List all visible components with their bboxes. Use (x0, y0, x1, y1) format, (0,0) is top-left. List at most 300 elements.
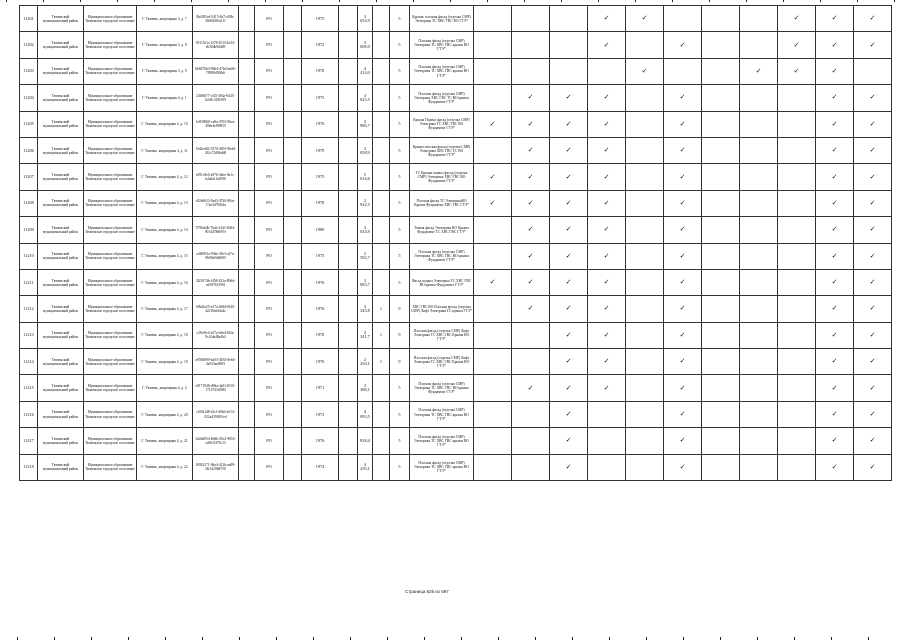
address-cell: Г. Тюмень, квартирная 4, д. 2 (137, 375, 193, 401)
checkmark-icon: ✓ (869, 383, 876, 392)
check-cell (626, 32, 664, 58)
address-cell: Г. Тюмень, квартирная 4, д. 13 (137, 190, 193, 216)
scan-mark (228, 0, 229, 2)
empty-cell (284, 296, 302, 322)
works-list-cell: Плоская фасад (отделка СМР) Электрика ТС ХВС ГВС крыша ВО ГТЭ* (410, 401, 474, 427)
fias-code-cell: 8bf495cd-5415-4b7-a50b-36002f06a311 (193, 6, 239, 32)
extra-cell (373, 111, 390, 137)
check-cell (626, 349, 664, 375)
empty-cell (339, 322, 358, 348)
checkmark-icon: ✓ (869, 14, 876, 23)
check-cell (550, 454, 588, 480)
check-cell (512, 322, 550, 348)
extra-cell (373, 375, 390, 401)
check-cell (740, 190, 778, 216)
area-cell: 3 654,9 (358, 6, 373, 32)
check-cell (854, 137, 892, 163)
check-cell (740, 217, 778, 243)
extra-cell (373, 190, 390, 216)
checkmark-icon: ✓ (527, 119, 534, 128)
check-cell (778, 269, 816, 295)
table-row (20, 164, 892, 190)
year-cell: 1973 (302, 401, 339, 427)
empty-cell (284, 243, 302, 269)
check-cell (854, 454, 892, 480)
check-cell (474, 85, 512, 111)
area-cell: 2 250,1 (358, 349, 373, 375)
row-id-cell: 11217 (20, 428, 38, 454)
extra-cell (373, 137, 390, 163)
checkmark-icon: ✓ (603, 172, 610, 181)
checkmark-icon: ✓ (831, 410, 838, 419)
table-row (20, 32, 892, 58)
checkmark-icon: ✓ (603, 119, 610, 128)
district-cell: Тюменский муниципальный район (38, 349, 84, 375)
row-id-cell: 11201 (20, 6, 38, 32)
check-cell (474, 428, 512, 454)
check-cell (854, 269, 892, 295)
check-cell (550, 164, 588, 190)
year-cell: 1972 (302, 32, 339, 58)
table-row (20, 243, 892, 269)
floors-cell: 9 (390, 322, 410, 348)
fias-code-cell: a4b99f3a-93de-49c3-af7a-96f94e9d6695 (193, 243, 239, 269)
check-cell (588, 269, 626, 295)
scan-mark (598, 0, 599, 2)
floors-cell: 5 (390, 6, 410, 32)
check-cell (816, 454, 854, 480)
check-cell (626, 454, 664, 480)
check-cell (740, 137, 778, 163)
checkmark-icon: ✓ (527, 198, 534, 207)
check-cell (816, 164, 854, 190)
check-cell (550, 401, 588, 427)
owner-cell: Муниципальное образование Тюменское городское поселение (84, 137, 137, 163)
floors-cell: 5 (390, 269, 410, 295)
checkmark-icon: ✓ (603, 251, 610, 260)
district-cell: Тюменский муниципальный район (38, 217, 84, 243)
checkmark-icon: ✓ (755, 66, 762, 75)
works-list-cell: Крыша Подвал фасад (отделка СМР) Электрика ТС ХВС ГВС ВО Фундамент ГТЭ* (410, 111, 474, 137)
district-cell: Тюменский муниципальный район (38, 164, 84, 190)
check-cell (664, 32, 702, 58)
check-cell (588, 58, 626, 84)
owner-cell: Муниципальное образование Тюменское городское поселение (84, 375, 137, 401)
owner-cell: Муниципальное образование Тюменское городское поселение (84, 6, 137, 32)
empty-cell (339, 401, 358, 427)
check-cell (816, 111, 854, 137)
row-id-cell: 11202 (20, 32, 38, 58)
check-cell (626, 6, 664, 32)
area-cell: 3 986,7 (358, 111, 373, 137)
ownership-kind-cell: РО (255, 32, 284, 58)
check-cell (778, 111, 816, 137)
checkmark-icon: ✓ (679, 172, 686, 181)
scan-mark (339, 0, 340, 2)
owner-cell: Муниципальное образование Тюменское городское поселение (84, 454, 137, 480)
checkmark-icon: ✓ (603, 383, 610, 392)
area-cell: 4 023,5 (358, 85, 373, 111)
check-cell (512, 428, 550, 454)
scan-mark (265, 0, 266, 2)
scan-top-edge (0, 0, 905, 2)
check-cell (740, 454, 778, 480)
floors-cell: 5 (390, 58, 410, 84)
empty-cell (284, 454, 302, 480)
check-cell (626, 217, 664, 243)
checkmark-icon: ✓ (565, 251, 572, 260)
check-cell (588, 349, 626, 375)
empty-cell (239, 269, 255, 295)
row-id-cell: 11204 (20, 85, 38, 111)
check-cell (474, 137, 512, 163)
row-id-cell: 11216 (20, 401, 38, 427)
check-cell (816, 322, 854, 348)
check-cell (778, 164, 816, 190)
floors-cell: 5 (390, 217, 410, 243)
year-cell: 1974 (302, 454, 339, 480)
empty-cell (339, 190, 358, 216)
check-cell (854, 243, 892, 269)
fias-code-cell: 5796afdb-7bab-41d1-8d34-9014478d697e (193, 217, 239, 243)
district-cell: Тюменский муниципальный район (38, 32, 84, 58)
scan-mark (450, 0, 451, 2)
year-cell: 1978 (302, 322, 339, 348)
checkmark-icon: ✓ (831, 93, 838, 102)
empty-cell (239, 137, 255, 163)
checkmark-icon: ✓ (565, 357, 572, 366)
check-cell (550, 296, 588, 322)
extra-cell (373, 401, 390, 427)
district-cell: Тюменский муниципальный район (38, 454, 84, 480)
empty-cell (239, 58, 255, 84)
check-cell (854, 164, 892, 190)
checkmark-icon: ✓ (831, 330, 838, 339)
check-cell (854, 58, 892, 84)
fias-code-cell: 95115e1c-f278-4513-bc54-eb30db9d4d9 (193, 32, 239, 58)
works-list-cell: Плоская фасад (отделка СМР) Электрика ТС ХВС ГВС ВО крыша Фундамент ГТЭ* (410, 243, 474, 269)
empty-cell (239, 375, 255, 401)
owner-cell: Муниципальное образование Тюменское городское поселение (84, 85, 137, 111)
empty-cell (339, 243, 358, 269)
scan-mark (635, 0, 636, 2)
check-cell (664, 269, 702, 295)
table-row (20, 111, 892, 137)
check-cell (740, 401, 778, 427)
row-id-cell: 11215 (20, 375, 38, 401)
ownership-kind-cell: РО (255, 454, 284, 480)
district-cell: Тюменский муниципальный район (38, 401, 84, 427)
check-cell (474, 164, 512, 190)
year-cell: 1971 (302, 375, 339, 401)
year-cell: 1975 (302, 164, 339, 190)
check-cell (816, 58, 854, 84)
works-list-cell: Плоская фасад (отделка СМР) Электрика ТС ХВС ГВС крыша ВО ГТЭ* (410, 428, 474, 454)
check-cell (550, 243, 588, 269)
check-cell (588, 322, 626, 348)
row-id-cell: 11207 (20, 164, 38, 190)
checkmark-icon: ✓ (527, 304, 534, 313)
check-cell (778, 375, 816, 401)
checkmark-icon: ✓ (831, 225, 838, 234)
fias-code-cell: 3d2dd954-b9db-49c2-9853-ce061f370c13 (193, 428, 239, 454)
check-cell (512, 111, 550, 137)
address-cell: Г. Тюмень, квартирная 3, д. 7 (137, 6, 193, 32)
district-cell: Тюменский муниципальный район (38, 375, 84, 401)
owner-cell: Муниципальное образование Тюменское городское поселение (84, 190, 137, 216)
empty-cell (339, 6, 358, 32)
empty-cell (284, 164, 302, 190)
checkmark-icon: ✓ (679, 225, 686, 234)
empty-cell (239, 428, 255, 454)
check-cell (626, 428, 664, 454)
table-row (20, 375, 892, 401)
checkmark-icon: ✓ (679, 383, 686, 392)
check-cell (740, 111, 778, 137)
year-cell: 1976 (302, 269, 339, 295)
check-cell (474, 111, 512, 137)
district-cell: Тюменский муниципальный район (38, 243, 84, 269)
table-row (20, 322, 892, 348)
check-cell (626, 243, 664, 269)
check-cell (588, 243, 626, 269)
address-cell: Г. Тюмень, квартирная 4, д. 10 (137, 111, 193, 137)
empty-cell (284, 375, 302, 401)
check-cell (512, 401, 550, 427)
works-list-cell: ТС Крыша подвал фасад (отделка СМР) Электрика ХВС ГВС ВО Фундамент ГТЭ* (410, 164, 474, 190)
checkmark-icon: ✓ (793, 66, 800, 75)
checkmark-icon: ✓ (565, 93, 572, 102)
check-cell (626, 164, 664, 190)
empty-cell (339, 58, 358, 84)
scan-mark (672, 0, 673, 2)
floors-cell: 5 (390, 401, 410, 427)
check-cell (664, 6, 702, 32)
owner-cell: Муниципальное образование Тюменское городское поселение (84, 58, 137, 84)
checkmark-icon: ✓ (603, 198, 610, 207)
check-cell (854, 349, 892, 375)
check-cell (664, 296, 702, 322)
check-cell (588, 401, 626, 427)
owner-cell: Муниципальное образование Тюменское городское поселение (84, 322, 137, 348)
table-row (20, 296, 892, 322)
check-cell (740, 243, 778, 269)
scan-mark (746, 0, 747, 2)
check-cell (550, 58, 588, 84)
area-cell: 4 414,0 (358, 58, 373, 84)
table-row (20, 190, 892, 216)
district-cell: Тюменский муниципальный район (38, 269, 84, 295)
row-id-cell: 11218 (20, 454, 38, 480)
checkmark-icon: ✓ (831, 198, 838, 207)
year-cell: 1976 (302, 111, 339, 137)
table-body (20, 6, 892, 481)
check-cell (664, 401, 702, 427)
row-id-cell: 11209 (20, 217, 38, 243)
check-cell (588, 32, 626, 58)
check-cell (740, 269, 778, 295)
table-row (20, 137, 892, 163)
empty-cell (239, 322, 255, 348)
checkmark-icon: ✓ (603, 93, 610, 102)
area-cell: 4 250,1 (358, 454, 373, 480)
check-cell (550, 85, 588, 111)
works-list-cell: Плоская фасад (отделка СМР) Лифт Электрика ТС ХВС ГВС Крыша ВО ГТЭ* (410, 349, 474, 375)
checkmark-icon: ✓ (527, 225, 534, 234)
check-cell (664, 137, 702, 163)
fias-code-cell: e9171946-d9da-4a01-8101-1714745d9f8f (193, 375, 239, 401)
check-cell (778, 243, 816, 269)
check-cell (588, 85, 626, 111)
check-cell (702, 58, 740, 84)
address-cell: Г. Тюмень, квартирная 3, д. 9 (137, 58, 193, 84)
check-cell (854, 428, 892, 454)
district-cell: Тюменский муниципальный район (38, 111, 84, 137)
ownership-kind-cell: РО (255, 111, 284, 137)
check-cell (702, 190, 740, 216)
checkmark-icon: ✓ (831, 146, 838, 155)
checkmark-icon: ✓ (869, 462, 876, 471)
ownership-kind-cell: РО (255, 296, 284, 322)
address-cell: Г. Тюмень, квартирная 4, д. 22 (137, 454, 193, 480)
address-cell: Г. Тюмень, квартирная 4, д. 1 (137, 85, 193, 111)
floors-cell: 9 (390, 349, 410, 375)
check-cell (512, 349, 550, 375)
extra-cell (373, 32, 390, 58)
check-cell (474, 401, 512, 427)
checkmark-icon: ✓ (679, 40, 686, 49)
check-cell (740, 428, 778, 454)
check-cell (740, 322, 778, 348)
checkmark-icon: ✓ (869, 304, 876, 313)
check-cell (816, 190, 854, 216)
checkmark-icon: ✓ (527, 383, 534, 392)
checkmark-icon: ✓ (793, 14, 800, 23)
year-cell: 1975 (302, 243, 339, 269)
scan-mark (376, 0, 377, 2)
extra-cell (373, 6, 390, 32)
district-cell: Тюменский муниципальный район (38, 322, 84, 348)
works-list-cell: Плоская фасад (отделка СМР) Электрика ТС ХВС ГВС крыша ВО ГТЭ* (410, 32, 474, 58)
address-cell: Г. Тюмень, квартирная 4, д. 12 (137, 164, 193, 190)
check-cell (588, 217, 626, 243)
row-id-cell: 11205 (20, 111, 38, 137)
row-id-cell: 11211 (20, 269, 38, 295)
check-cell (664, 428, 702, 454)
extra-cell (373, 269, 390, 295)
fias-code-cell: bf91c8e0-a976-44ee-9a1c-b2ada1fa2996 (193, 164, 239, 190)
check-cell (702, 111, 740, 137)
address-cell: Г. Тюмень, квартирная 4, д. 20 (137, 401, 193, 427)
owner-cell: Муниципальное образование Тюменское городское поселение (84, 349, 137, 375)
check-cell (854, 190, 892, 216)
owner-cell: Муниципальное образование Тюменское городское поселение (84, 32, 137, 58)
check-cell (626, 190, 664, 216)
floors-cell: 5 (390, 375, 410, 401)
year-cell: 1976 (302, 296, 339, 322)
fias-code-cell: c82a9b53-9ad3-47b5-80ac-17ae3d794fda (193, 190, 239, 216)
check-cell (512, 32, 550, 58)
check-cell (664, 164, 702, 190)
checkmark-icon: ✓ (565, 278, 572, 287)
check-cell (626, 296, 664, 322)
area-cell: 3 345,8 (358, 296, 373, 322)
check-cell (626, 375, 664, 401)
floors-cell: 9 (390, 296, 410, 322)
row-id-cell: 11214 (20, 349, 38, 375)
owner-cell: Муниципальное образование Тюменское городское поселение (84, 428, 137, 454)
check-cell (664, 58, 702, 84)
check-cell (626, 401, 664, 427)
scan-mark (191, 0, 192, 2)
checkmark-icon: ✓ (679, 357, 686, 366)
empty-cell (284, 58, 302, 84)
check-cell (702, 296, 740, 322)
check-cell (550, 269, 588, 295)
check-cell (778, 454, 816, 480)
check-cell (664, 111, 702, 137)
checkmark-icon: ✓ (869, 330, 876, 339)
check-cell (740, 85, 778, 111)
scan-mark (561, 0, 562, 2)
checkmark-icon: ✓ (831, 119, 838, 128)
floors-cell: 5 (390, 454, 410, 480)
works-list-cell: Тоакая фасад Электрика ВО Крыша Фундамент ТС ХВС ГВС ГТЭ* (410, 217, 474, 243)
scan-mark (783, 0, 784, 2)
extra-cell: 1 (373, 296, 390, 322)
check-cell (740, 375, 778, 401)
scan-mark (413, 0, 414, 2)
check-cell (816, 349, 854, 375)
ownership-kind-cell: РО (255, 243, 284, 269)
housing-register-table (19, 5, 892, 481)
check-cell (778, 401, 816, 427)
checkmark-icon: ✓ (565, 225, 572, 234)
empty-cell (284, 428, 302, 454)
check-cell (550, 349, 588, 375)
empty-cell (284, 322, 302, 348)
year-cell: 1979 (302, 137, 339, 163)
check-cell (778, 190, 816, 216)
check-cell (664, 243, 702, 269)
year-cell: 1980 (302, 217, 339, 243)
check-cell (550, 428, 588, 454)
empty-cell (339, 269, 358, 295)
check-cell (512, 375, 550, 401)
check-cell (702, 217, 740, 243)
check-cell (626, 269, 664, 295)
owner-cell: Муниципальное образование Тюменское городское поселение (84, 243, 137, 269)
check-cell (474, 190, 512, 216)
year-cell: 1978 (302, 58, 339, 84)
check-cell (512, 137, 550, 163)
checkmark-icon: ✓ (679, 251, 686, 260)
empty-cell (239, 296, 255, 322)
empty-cell (339, 375, 358, 401)
checkmark-icon: ✓ (603, 330, 610, 339)
empty-cell (284, 6, 302, 32)
table-row (20, 6, 892, 32)
check-cell (512, 296, 550, 322)
check-cell (778, 32, 816, 58)
district-cell: Тюменский муниципальный район (38, 137, 84, 163)
check-cell (740, 349, 778, 375)
checkmark-icon: ✓ (869, 225, 876, 234)
checkmark-icon: ✓ (603, 14, 610, 23)
check-cell (512, 454, 550, 480)
scan-mark (487, 0, 488, 2)
area-cell: 3 083,7 (358, 269, 373, 295)
